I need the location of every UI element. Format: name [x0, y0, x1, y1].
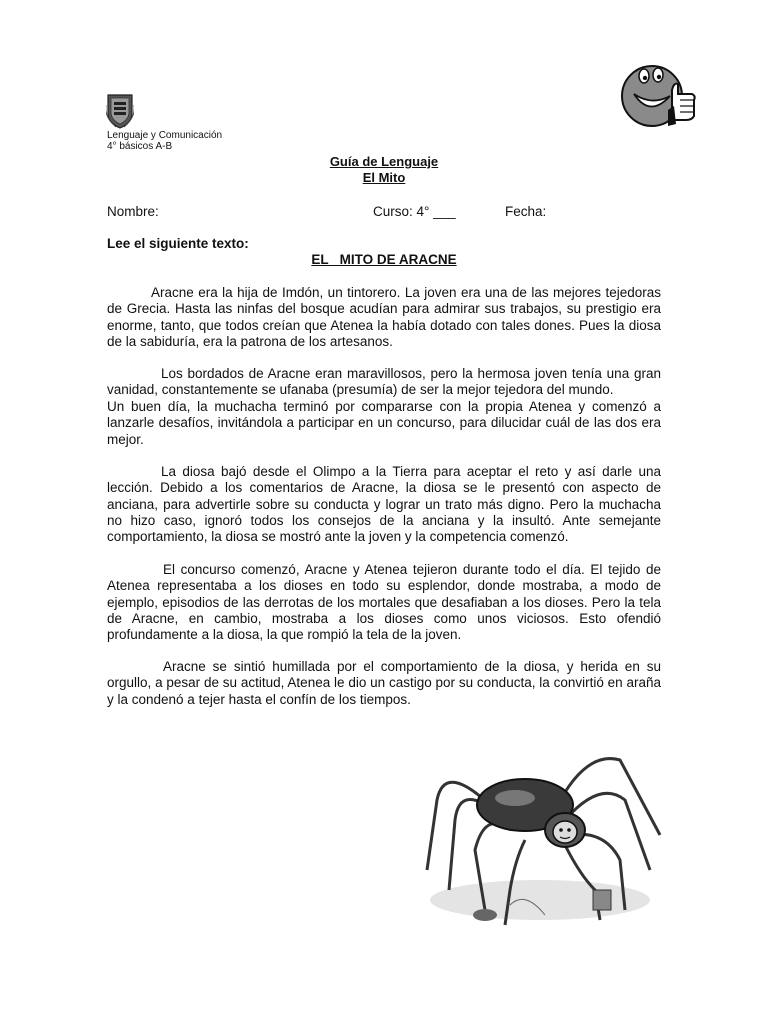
story-title: EL MITO DE ARACNE: [311, 252, 457, 267]
subject-label: Lenguaje y Comunicación: [107, 130, 223, 141]
story-paragraph-3: Un buen día, la muchacha terminó por compararse con la propia Atenea y comenzó a lanzarle desafíos, invitándola a participar en un concurso, para dilucidar cuál de las dos era mejor.: [107, 399, 661, 447]
spider-illustration-icon: [415, 740, 665, 930]
story-paragraph-5: El concurso comenzó, Aracne y Atenea tejieron durante todo el día. El tejido de Atenea representaba a los dioses en todo su esplendor, donde mostraba, a modo de ejemplo, episodios de las derrotas de los mortales que desafiaban a los dioses. Pero la tela de Aracne, en cambio, mostraba a los dioses como unos viciosos. Esto ofendió profundamente a la diosa, la que rompió la tela de la joven.: [107, 562, 661, 643]
guide-title: Guía de Lenguaje: [329, 154, 439, 169]
story-paragraph-1: Aracne era la hija de Imdón, un tintorero. La joven era una de las mejores tejedoras de Grecia. Hasta las ninfas del bosque acudían para admirar sus trabajos, su prestigio era enorme, tanto, que todos creían que Atenea la había dotado con tales dones. Pues la diosa de la sabiduría, era la patrona de los artesanos.: [107, 285, 661, 349]
grade-label: 4° básicos A-B: [107, 141, 173, 152]
story-paragraph-2: Los bordados de Aracne eran maravillosos, pero la hermosa joven tenía una gran vanidad, constantemente se ufanaba (presumía) de ser la mejor tejedora del mundo.: [107, 366, 661, 398]
instruction-text: Lee el siguiente texto:: [107, 236, 249, 251]
date-field-label: Fecha:: [505, 204, 547, 219]
story-paragraph-4: La diosa bajó desde el Olimpo a la Tierra para aceptar el reto y así darle una lección. Debido a los comentarios de Aracne, la diosa se le presentó con aspecto de anciana, para advertirle sobre su conducta y lograr un trato más digno. Pero la muchacha no hizo caso, ignoró todos los consejos de la anciana y la insultó. Ante semejante comportamiento, la diosa se mostró ante la joven y la competencia comenzó.: [107, 464, 661, 545]
name-field-label: Nombre:: [107, 204, 159, 219]
course-field-label: Curso: 4° ___: [373, 204, 456, 219]
story-paragraph-6: Aracne se sintió humillada por el comportamiento de la diosa, y herida en su orgullo, a pesar de su actitud, Atenea le dio un castigo por su conducta, la convirtió en araña y la condenó a tejer hasta el confín de los tiempos.: [107, 659, 661, 707]
topic-title: El Mito: [362, 170, 406, 185]
school-info: [107, 130, 222, 152]
smiley-thumbs-up-icon: [618, 60, 698, 130]
school-crest-icon: [106, 93, 134, 129]
